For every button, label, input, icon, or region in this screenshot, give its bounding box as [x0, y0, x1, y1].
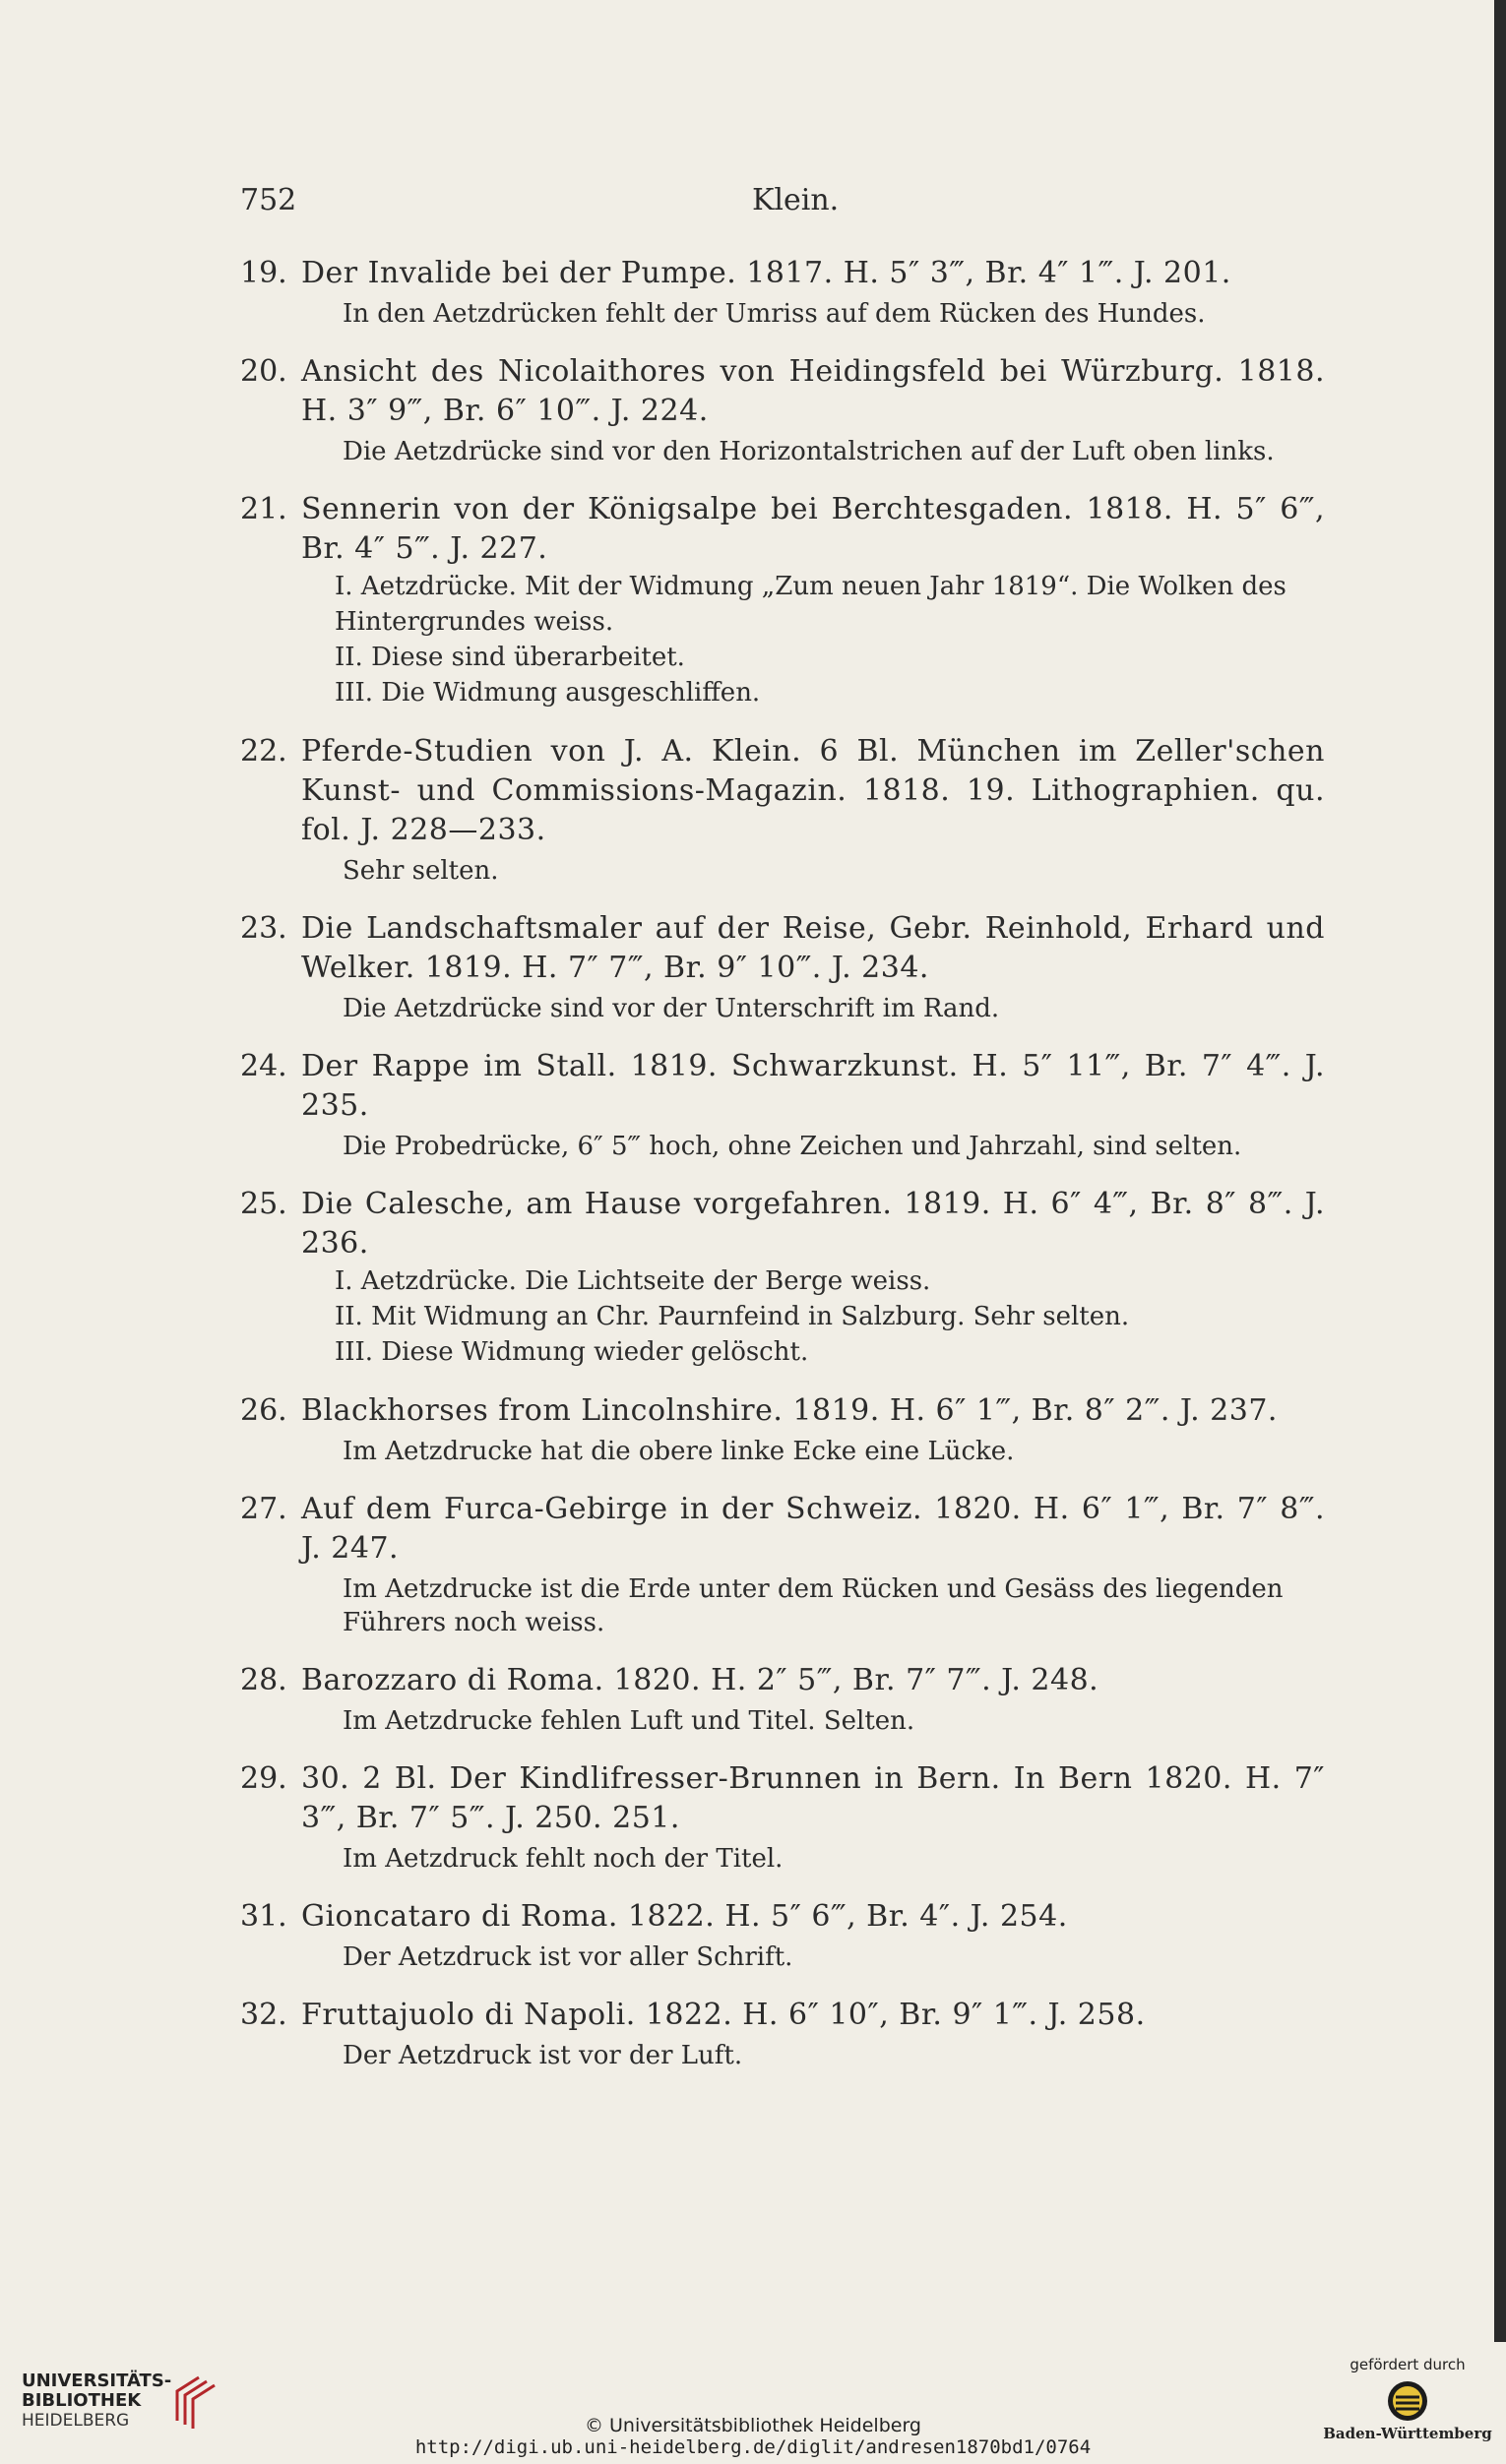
entry-number: 26. — [240, 1393, 287, 1428]
running-title: Klein. — [752, 183, 840, 217]
entry-title: Ansicht des Nicolaithores von Heidingsfeld bei Würzburg. 1818. H. 3″ 9‴, Br. 6″ 10‴. J. 224. — [301, 354, 1325, 428]
catalogue-entry — [240, 352, 1325, 468]
catalogue-entries — [240, 254, 1325, 2094]
entry-title: Der Invalide bei der Pumpe. 1817. H. 5″ 3‴, Br. 4″ 1‴. J. 201. — [301, 256, 1231, 290]
catalogue-entry — [240, 1391, 1325, 1468]
entry-number: 23. — [240, 911, 287, 946]
entry-title: Pferde-Studien von J. A. Klein. 6 Bl. München im Zeller'schen Kunst- und Commissions-Magazin. 1818. 19. Lithographien. qu. fol. J. 228—233. — [301, 734, 1325, 847]
funded-by-label: gefördert durch — [1349, 2356, 1466, 2373]
catalogue-entry — [240, 1185, 1325, 1370]
funder-logo[interactable] — [1319, 2356, 1496, 2454]
entry-note: Die Probedrücke, 6″ 5‴ hoch, ohne Zeichen und Jahrzahl, sind selten. — [343, 1132, 1242, 1161]
entry-title: Fruttajuolo di Napoli. 1822. H. 6″ 10″, Br. 9″ 1‴. J. 258. — [301, 1998, 1146, 2032]
catalogue-entry — [240, 490, 1325, 710]
catalogue-entry — [240, 1490, 1325, 1639]
scan-edge — [1494, 0, 1506, 2342]
catalogue-entry — [240, 1897, 1325, 1974]
entry-title: Die Calesche, am Hause vorgefahren. 1819. H. 6″ 4‴, Br. 8″ 8‴. J. 236. — [301, 1187, 1325, 1261]
page-number: 752 — [240, 183, 297, 217]
library-name-line2: BIBLIOTHEK — [22, 2390, 142, 2411]
entry-title: Auf dem Furca-Gebirge in der Schweiz. 1820. H. 6″ 1‴, Br. 7″ 8‴. J. 247. — [301, 1492, 1325, 1566]
library-name-line1: UNIVERSITÄTS- — [22, 2371, 172, 2391]
crest-icon — [1386, 2379, 1429, 2423]
copyright-line: © Universitätsbibliothek Heidelberg — [584, 2415, 921, 2436]
entry-note: In den Aetzdrücken fehlt der Umriss auf dem Rücken des Hundes. — [343, 299, 1206, 329]
entry-note: Die Aetzdrücke sind vor den Horizontalstrichen auf der Luft oben links. — [343, 437, 1275, 466]
entry-title: Sennerin von der Königsalpe bei Berchtesgaden. 1818. H. 5″ 6‴, Br. 4″ 5‴. J. 227. — [301, 492, 1325, 566]
catalogue-entry — [240, 254, 1325, 331]
entry-number: 19. — [240, 256, 287, 290]
entry-note: Der Aetzdruck ist vor aller Schrift. — [343, 1942, 793, 1972]
catalogue-entry — [240, 732, 1325, 888]
catalogue-entry — [240, 1661, 1325, 1738]
entry-number: 32. — [240, 1998, 287, 2032]
entry-number: 24. — [240, 1049, 287, 1083]
entry-number: 29. — [240, 1761, 287, 1796]
footer-credits — [0, 2415, 1506, 2458]
entry-note: Im Aetzdruck fehlt noch der Titel. — [343, 1844, 784, 1874]
entry-note: Im Aetzdrucke fehlen Luft und Titel. Selten. — [343, 1706, 915, 1736]
entry-state: II. Diese sind überarbeitet. — [335, 643, 685, 672]
entry-title: Gioncataro di Roma. 1822. H. 5″ 6‴, Br. 4″. J. 254. — [301, 1899, 1068, 1934]
funder-name: Baden-Württemberg — [1323, 2425, 1492, 2442]
entry-note: Sehr selten. — [343, 856, 499, 886]
entry-title: Blackhorses from Lincolnshire. 1819. H. 6″ 1‴, Br. 8″ 2‴. J. 237. — [301, 1393, 1278, 1428]
entry-title: 30. 2 Bl. Der Kindlifresser-Brunnen in Bern. In Bern 1820. H. 7″ 3‴, Br. 7″ 5‴. J. 250. 251. — [301, 1761, 1325, 1835]
entry-number: 20. — [240, 354, 287, 389]
entry-number: 22. — [240, 734, 287, 769]
entry-number: 31. — [240, 1899, 287, 1934]
entry-title: Barozzaro di Roma. 1820. H. 2″ 5‴, Br. 7″ 7‴. J. 248. — [301, 1663, 1099, 1697]
entry-note: Der Aetzdruck ist vor der Luft. — [343, 2041, 743, 2070]
entry-number: 25. — [240, 1187, 287, 1221]
catalogue-entry — [240, 1996, 1325, 2072]
catalogue-entry — [240, 909, 1325, 1025]
entry-state: III. Die Widmung ausgeschliffen. — [335, 678, 761, 708]
entry-note: Im Aetzdrucke ist die Erde unter dem Rücken und Gesäss des liegenden Führers noch weiss. — [343, 1574, 1284, 1637]
entry-state: I. Aetzdrücke. Mit der Widmung „Zum neuen Jahr 1819“. Die Wolken des Hintergrundes weiss. — [335, 572, 1286, 637]
entry-note: Im Aetzdrucke hat die obere linke Ecke eine Lücke. — [343, 1437, 1015, 1466]
entry-number: 21. — [240, 492, 287, 526]
permalink[interactable]: http://digi.ub.uni-heidelberg.de/diglit/andresen1870bd1/0764 — [414, 2436, 1092, 2458]
library-name-line3: HEIDELBERG — [22, 2411, 130, 2431]
entry-state: I. Aetzdrücke. Die Lichtseite der Berge weiss. — [335, 1266, 931, 1296]
entry-state: II. Mit Widmung an Chr. Paurnfeind in Salzburg. Sehr selten. — [335, 1302, 1130, 1331]
entry-number: 27. — [240, 1492, 287, 1526]
catalogue-entry — [240, 1759, 1325, 1876]
entry-title: Die Landschaftsmaler auf der Reise, Gebr. Reinhold, Erhard und Welker. 1819. H. 7″ 7‴, Br. 9″ 10‴. J. 234. — [301, 911, 1325, 985]
entry-title: Der Rappe im Stall. 1819. Schwarzkunst. H. 5″ 11‴, Br. 7″ 4‴. J. 235. — [301, 1049, 1325, 1123]
entry-number: 28. — [240, 1663, 287, 1697]
entry-note: Die Aetzdrücke sind vor der Unterschrift im Rand. — [343, 994, 1000, 1023]
entry-state: III. Diese Widmung wieder gelöscht. — [335, 1337, 809, 1367]
catalogue-entry — [240, 1047, 1325, 1163]
page-header — [240, 183, 1323, 222]
